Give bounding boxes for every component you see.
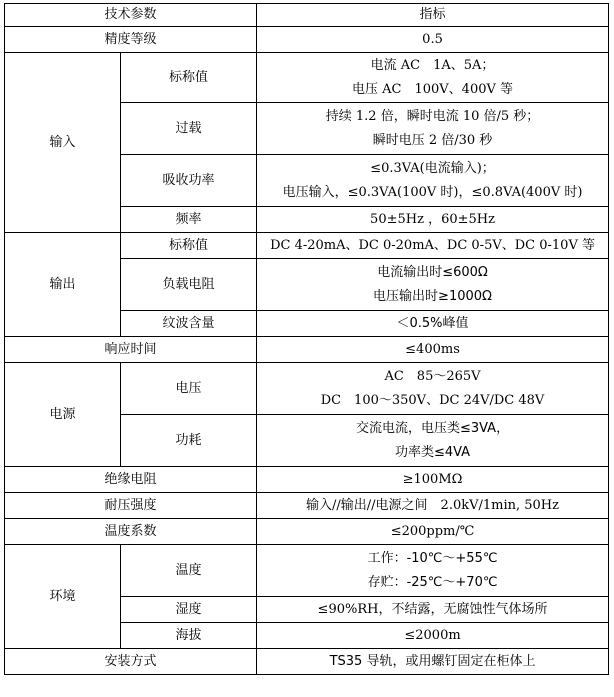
environment-humidity-label: 湿度: [121, 597, 257, 623]
insulation-value: ≥100MΩ: [257, 467, 609, 493]
response-label: 响应时间: [5, 337, 257, 363]
output-load-line-2: 电压输出时≥1000Ω: [373, 288, 492, 304]
input-power-line-2: 电压输入，≤0.3VA(100V 时)，≤0.8VA(400V 时): [282, 184, 583, 200]
supply-consumption-line-1: 交流电流，电压类≤3VA，: [355, 420, 510, 436]
output-ripple-value: ＜0.5%峰值: [257, 311, 609, 337]
environment-temperature-line-1: 工作：-10℃～+55℃: [367, 550, 498, 566]
input-overload-line-2: 瞬时电压 2 倍/30 秒: [372, 132, 493, 148]
output-load-label: 负载电阻: [121, 259, 257, 311]
mounting-value: TS35 导轨，或用螺钉固定在柜体上: [257, 649, 609, 675]
mounting-label: 安装方式: [5, 649, 257, 675]
precision-label: 精度等级: [5, 27, 257, 53]
insulation-label: 绝缘电阻: [5, 467, 257, 493]
supply-label: 电源: [5, 363, 121, 467]
supply-voltage-label: 电压: [121, 363, 257, 415]
input-overload-value: [257, 103, 609, 155]
supply-consumption-line-2: 功率类≤4VA: [394, 444, 471, 460]
environment-altitude-value: ≤2000m: [257, 623, 609, 649]
header-spec: 指标: [257, 4, 609, 27]
supply-voltage-line-2: DC 100～350V、DC 24V/DC 48V: [320, 392, 545, 408]
input-rated-line-2: 电压 AC 100V、400V 等: [352, 81, 514, 97]
environment-humidity-value: ≤90%RH，不结露，无腐蚀性气体场所: [257, 597, 609, 623]
output-rated-label: 标称值: [121, 233, 257, 259]
environment-temperature-value: [257, 545, 609, 597]
input-overload-line-1: 持续 1.2 倍，瞬时电流 10 倍/5 秒；: [325, 108, 540, 124]
output-label: 输出: [5, 233, 121, 337]
input-power-value: [257, 155, 609, 207]
input-overload-label: 过载: [121, 103, 257, 155]
input-power-line-1: ≤0.3VA(电流输入)；: [370, 160, 495, 176]
output-ripple-label: 纹波含量: [121, 311, 257, 337]
supply-voltage-value: [257, 363, 609, 415]
withstand-label: 耐压强度: [5, 493, 257, 519]
spec-table: [4, 3, 609, 675]
output-load-line-1: 电流输出时≤600Ω: [377, 264, 488, 280]
input-frequency-label: 频率: [121, 207, 257, 233]
supply-voltage-line-1: AC 85～265V: [384, 368, 481, 384]
supply-consumption-label: 功耗: [121, 415, 257, 467]
input-frequency-value: 50±5Hz ，60±5Hz: [257, 207, 609, 233]
output-load-value: [257, 259, 609, 311]
withstand-value: 输入//输出//电源之间 2.0kV/1min, 50Hz: [257, 493, 609, 519]
environment-altitude-label: 海拔: [121, 623, 257, 649]
input-rated-label: 标称值: [121, 53, 257, 103]
environment-temperature-label: 温度: [121, 545, 257, 597]
input-power-label: 吸收功率: [121, 155, 257, 207]
header-param: 技术参数: [5, 4, 257, 27]
input-label: 输入: [5, 53, 121, 233]
supply-consumption-value: [257, 415, 609, 467]
response-value: ≤400ms: [257, 337, 609, 363]
environment-temperature-line-2: 存贮：-25℃～+70℃: [367, 574, 498, 590]
precision-value: 0.5: [257, 27, 609, 53]
tempcoef-label: 温度系数: [5, 519, 257, 545]
environment-label: 环境: [5, 545, 121, 649]
input-rated-line-1: 电流 AC 1A、5A；: [370, 57, 495, 73]
output-rated-value: DC 4-20mA、DC 0-20mA、DC 0-5V、DC 0-10V 等: [257, 233, 609, 259]
tempcoef-value: ≤200ppm/℃: [257, 519, 609, 545]
input-rated-value: [257, 53, 609, 103]
